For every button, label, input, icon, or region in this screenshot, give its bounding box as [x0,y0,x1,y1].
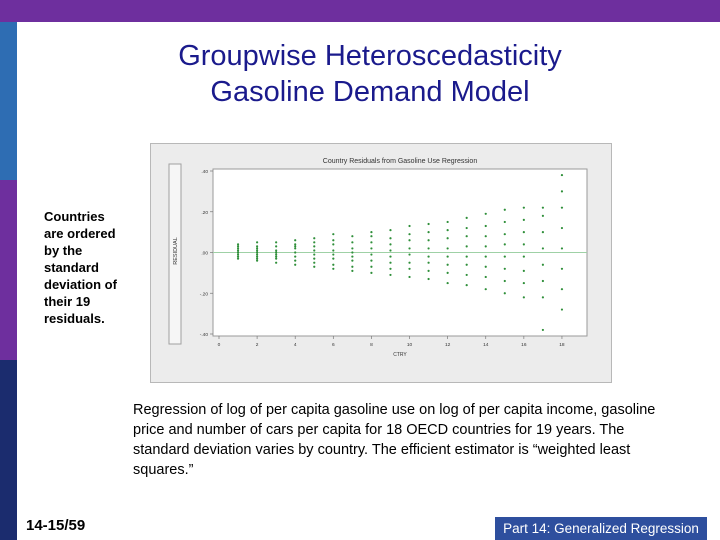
data-point [256,241,258,243]
data-point [466,235,468,237]
slide-title [60,38,680,110]
data-point [561,190,563,192]
data-point [389,268,391,270]
data-point [523,231,525,233]
data-point [256,260,258,262]
data-point [294,260,296,262]
x-tick-label: 0 [217,343,221,348]
data-point [332,233,334,235]
data-point [466,227,468,229]
data-point [447,247,449,249]
data-point [294,239,296,241]
data-point [427,270,429,272]
data-point [523,255,525,257]
data-point [332,264,334,266]
data-point [542,215,544,217]
data-point [332,249,334,251]
data-point [237,253,239,255]
data-point [447,237,449,239]
data-point [275,253,277,255]
data-point [294,264,296,266]
data-point [447,229,449,231]
slide-number: 14-15/59 [26,517,86,534]
data-point [485,255,487,257]
x-tick-label: 4 [293,343,297,348]
data-point [275,258,277,260]
data-point [313,258,315,260]
data-point [408,268,410,270]
data-point [389,243,391,245]
data-point [351,255,353,257]
y-tick-label: -.40 [199,333,208,338]
data-point [332,253,334,255]
data-point [466,217,468,219]
data-point [389,255,391,257]
slide-title-line-1: Groupwise Heteroscedasticity [178,40,562,72]
data-point [275,249,277,251]
x-tick-label: 10 [406,343,413,348]
data-point [408,247,410,249]
data-point [313,245,315,247]
x-tick-label: 16 [521,343,527,348]
data-point [256,247,258,249]
x-axis-label: CTRY [393,352,407,358]
data-point [294,243,296,245]
data-point [370,253,372,255]
data-point [523,243,525,245]
data-point [389,249,391,251]
data-point [313,262,315,264]
data-point [523,282,525,284]
data-point [542,207,544,209]
data-point [351,260,353,262]
data-point [256,258,258,260]
data-point [542,296,544,298]
side-note: Countries are ordered by the standard deviation of their 19 residuals. [44,209,117,326]
data-point [370,235,372,237]
data-point [256,249,258,251]
x-tick-label: 6 [331,343,335,348]
data-point [351,266,353,268]
data-point [561,288,563,290]
data-point [275,241,277,243]
data-point [237,255,239,257]
data-point [542,231,544,233]
data-point [408,262,410,264]
data-point [561,247,563,249]
data-point [408,253,410,255]
data-point [447,282,449,284]
footer-label: Part 14: Generalized Regression [495,517,707,540]
data-point [370,247,372,249]
data-point [332,258,334,260]
data-point [447,221,449,223]
data-point [294,255,296,257]
data-point [237,258,239,260]
data-point [485,225,487,227]
data-point [332,268,334,270]
data-point [542,329,544,331]
data-point [294,251,296,253]
data-point [389,229,391,231]
data-point [561,268,563,270]
y-tick-label: -.20 [199,292,208,298]
data-point [561,308,563,310]
data-point [237,251,239,253]
data-point [561,207,563,209]
data-point [313,237,315,239]
data-point [466,274,468,276]
x-tick-label: 18 [559,343,565,348]
data-point [466,245,468,247]
caption-text: Regression of log of per capita gasoline use on log of per capita income, gasoline price and number of cars per capita for 18 OECD countries for 19 years. The standard deviation varies by country. The efficient estimator is “weighted least squares.” [133,402,656,478]
data-point [523,219,525,221]
data-point [351,251,353,253]
data-point [237,249,239,251]
data-point [370,260,372,262]
left-accent-bar-purple [0,180,17,360]
data-point [427,239,429,241]
data-point [485,288,487,290]
data-point [447,255,449,257]
data-point [561,227,563,229]
data-point [256,255,258,257]
data-point [370,266,372,268]
data-point [351,270,353,272]
data-point [237,247,239,249]
data-point [370,272,372,274]
data-point [408,276,410,278]
y-tick-label: .40 [201,170,208,175]
data-point [447,272,449,274]
data-point [256,251,258,253]
data-point [523,296,525,298]
data-point [351,235,353,237]
data-point [237,245,239,247]
data-point [237,243,239,245]
x-tick-label: 14 [483,343,489,348]
chart-frame [150,143,612,383]
data-point [427,255,429,257]
data-point [504,292,506,294]
data-point [313,253,315,255]
data-point [256,245,258,247]
data-point [504,280,506,282]
residual-scatter-chart [151,144,613,384]
y-tick-label: .20 [201,210,208,216]
data-point [427,262,429,264]
data-point [504,209,506,211]
data-point [408,233,410,235]
data-point [351,241,353,243]
data-point [275,262,277,264]
data-point [332,243,334,245]
data-point [466,284,468,286]
data-point [294,245,296,247]
data-point [389,274,391,276]
data-point [427,278,429,280]
data-point [504,243,506,245]
data-point [389,262,391,264]
data-point [389,237,391,239]
data-point [523,270,525,272]
data-point [313,249,315,251]
data-point [370,241,372,243]
data-point [427,231,429,233]
top-accent-bar [0,0,720,22]
data-point [256,253,258,255]
data-point [427,247,429,249]
data-point [542,280,544,282]
data-point [485,213,487,215]
x-tick-label: 2 [255,343,259,348]
x-tick-label: 12 [444,343,451,348]
data-point [313,241,315,243]
data-point [332,239,334,241]
data-point [504,255,506,257]
data-point [294,247,296,249]
data-point [466,264,468,266]
data-point [275,245,277,247]
data-point [466,255,468,257]
data-point [485,245,487,247]
data-point [504,268,506,270]
y-tick-label: .00 [201,251,208,257]
data-point [427,223,429,225]
chart-title: Country Residuals from Gasoline Use Regression [322,158,478,165]
y-axis-label: RESIDUAL [173,237,179,265]
data-point [523,207,525,209]
data-point [542,247,544,249]
data-point [408,239,410,241]
data-point [561,174,563,176]
data-point [313,266,315,268]
data-point [275,255,277,257]
data-point [504,233,506,235]
left-accent-bar-blue [0,22,17,180]
data-point [485,235,487,237]
data-point [485,276,487,278]
data-point [408,225,410,227]
data-point [275,251,277,253]
x-tick-label: 8 [370,343,373,348]
left-accent-bar-navy [0,360,17,540]
slide-title-line-2: Gasoline Demand Model [210,76,530,108]
data-point [447,264,449,266]
data-point [370,231,372,233]
data-point [351,247,353,249]
data-point [504,221,506,223]
data-point [485,266,487,268]
data-point [542,264,544,266]
